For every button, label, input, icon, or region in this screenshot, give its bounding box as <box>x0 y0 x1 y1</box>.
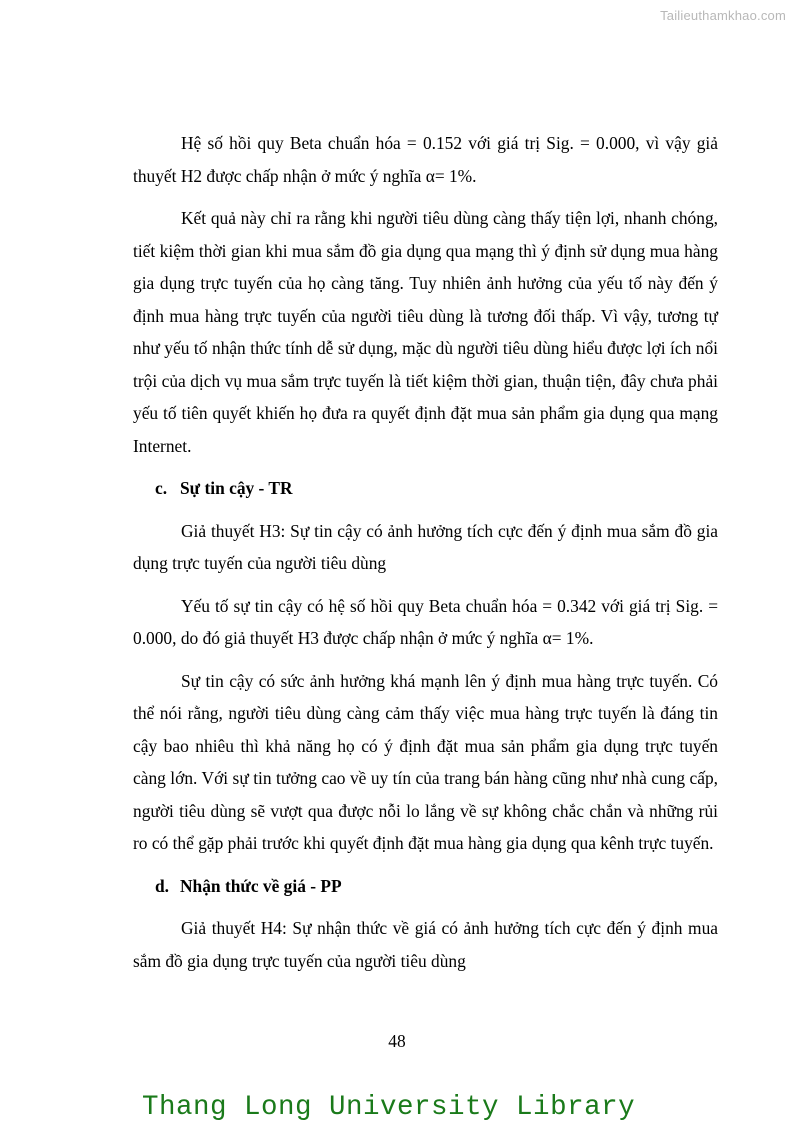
paragraph-hypothesis-h4: Giả thuyết H4: Sự nhận thức về giá có ảnh hưởng tích cực đến ý định mua sắm đồ gia dụng trực tuyến của người tiêu dùng <box>133 918 718 971</box>
section-title: Nhận thức về giá - PP <box>180 875 342 896</box>
page-number: 48 <box>388 1031 406 1051</box>
section-letter: c. <box>155 478 168 498</box>
paragraph-beta-h2: Hệ số hồi quy Beta chuẩn hóa = 0.152 với giá trị Sig. = 0.000, vì vậy giả thuyết H2 được chấp nhận ở mức ý nghĩa α= 1%. <box>133 133 718 186</box>
section-heading-trust <box>133 472 718 505</box>
footer-library-name: Thang Long University Library <box>142 1092 636 1123</box>
paragraph-beta-h3: Yếu tố sự tin cậy có hệ số hồi quy Beta chuẩn hóa = 0.342 với giá trị Sig. = 0.000, do đó giả thuyết H3 được chấp nhận ở mức ý nghĩa α= 1%. <box>133 595 718 648</box>
section-title: Sự tin cậy - TR <box>180 478 293 498</box>
watermark-text: Tailieuthamkhao.com <box>660 8 786 23</box>
section-letter: d. <box>155 875 170 896</box>
paragraph-trust-result: Sự tin cậy có sức ảnh hưởng khá mạnh lên ý định mua hàng trực tuyến. Có thể nói rằng, người tiêu dùng càng cảm thấy việc mua hàng trực tuyến là đáng tin cậy bao nhiêu thì khả năng họ có ý định đặt mua sản phẩm gia dụng trực tuyến càng lớn. Với sự tin tưởng cao về uy tín của trang bán hàng cũng như nhà cung cấp, người tiêu dùng sẽ vượt qua được nỗi lo lắng về sự không chắc chắn và những rủi ro có thể gặp phải trước khi quyết định đặt mua hàng gia dụng qua kênh trực tuyến. <box>133 670 718 853</box>
document-body <box>133 127 718 987</box>
section-heading-price <box>133 870 718 903</box>
paragraph-convenience-result: Kết quả này chỉ ra rằng khi người tiêu dùng càng thấy tiện lợi, nhanh chóng, tiết kiệm thời gian khi mua sắm đồ gia dụng qua mạng thì ý định sử dụng mua hàng gia dụng trực tuyến của họ càng tăng. Tuy nhiên ảnh hưởng của yếu tố này đến ý định mua hàng trực tuyến của người tiêu dùng là tương đối thấp. Vì vậy, tương tự như yếu tố nhận thức tính dễ sử dụng, mặc dù người tiêu dùng hiểu được lợi ích nổi trội của dịch vụ mua sắm trực tuyến là tiết kiệm thời gian, thuận tiện, đây chưa phải yếu tố tiên quyết khiến họ đưa ra quyết định đặt mua sản phẩm gia dụng qua mạng Internet. <box>133 208 718 456</box>
paragraph-hypothesis-h3: Giả thuyết H3: Sự tin cậy có ảnh hưởng tích cực đến ý định mua sắm đồ gia dụng trực tuyến của người tiêu dùng <box>133 520 718 573</box>
